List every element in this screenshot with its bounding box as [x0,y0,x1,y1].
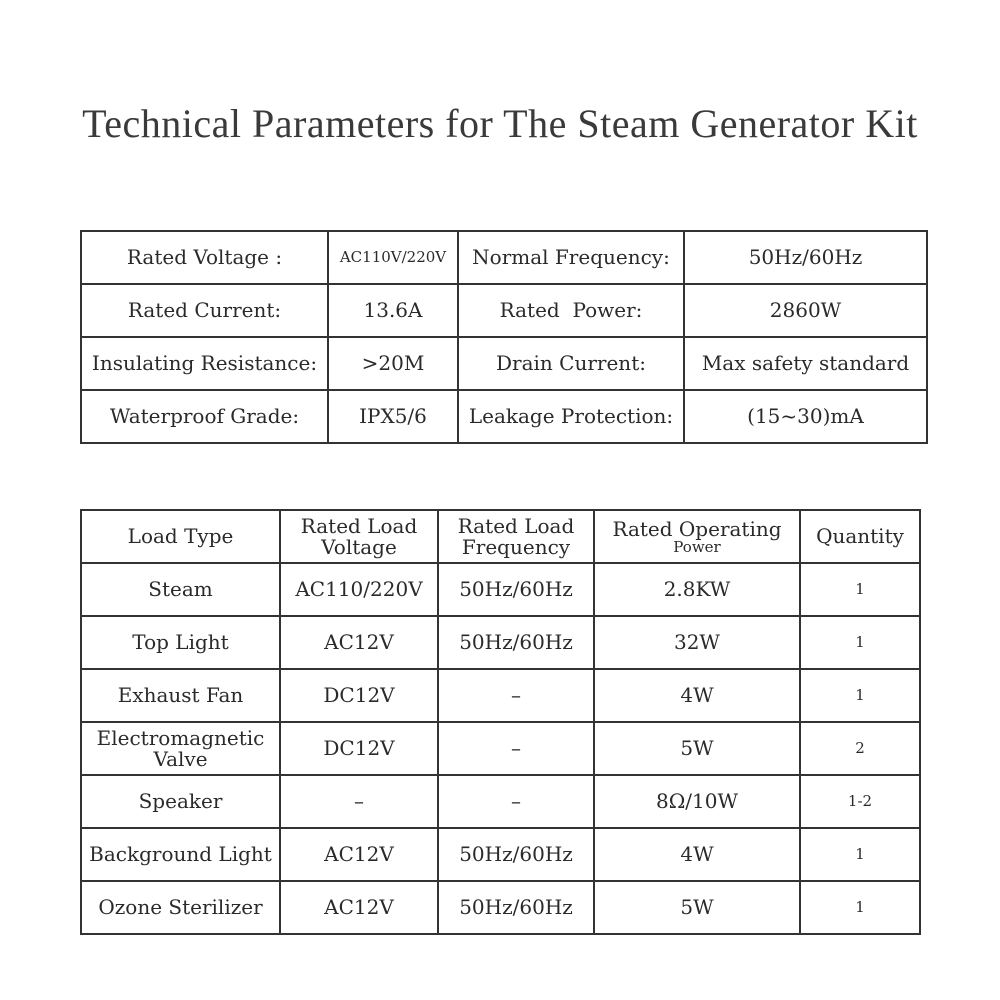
load-type-cell: Ozone Sterilizer [81,881,280,934]
quantity-cell: 1 [800,669,920,722]
param-value: IPX5/6 [328,390,458,443]
voltage-cell: DC12V [280,669,438,722]
table-row [81,284,927,337]
quantity-cell: 1 [800,881,920,934]
frequency-cell: 50Hz/60Hz [438,828,594,881]
param-value: AC110V/220V [328,231,458,284]
frequency-cell: – [438,669,594,722]
quantity-cell: 1 [800,563,920,616]
param-label: Drain Current: [458,337,684,390]
header-voltage: Rated Load Voltage [280,510,438,563]
frequency-cell: – [438,722,594,775]
voltage-cell: DC12V [280,722,438,775]
frequency-cell: 50Hz/60Hz [438,881,594,934]
quantity-cell: 1 [800,828,920,881]
table-row [81,669,920,722]
param-label: Rated Voltage : [81,231,328,284]
header-quantity: Quantity [800,510,920,563]
param-label: Leakage Protection: [458,390,684,443]
quantity-cell: 1-2 [800,775,920,828]
parameters-table [80,230,928,444]
voltage-cell: AC110/220V [280,563,438,616]
table-row [81,828,920,881]
page-title: Technical Parameters for The Steam Generator Kit [82,101,918,146]
voltage-cell: AC12V [280,616,438,669]
param-value: 50Hz/60Hz [684,231,927,284]
header-power [594,510,800,563]
table-row [81,881,920,934]
frequency-cell: – [438,775,594,828]
load-type-cell: Background Light [81,828,280,881]
voltage-cell: AC12V [280,828,438,881]
power-cell: 4W [594,669,800,722]
load-type-cell: Speaker [81,775,280,828]
power-cell: 5W [594,722,800,775]
power-cell: 32W [594,616,800,669]
quantity-cell: 2 [800,722,920,775]
header-load-type: Load Type [81,510,280,563]
table-header-row [81,510,920,563]
voltage-cell: AC12V [280,881,438,934]
param-label: Insulating Resistance: [81,337,328,390]
param-value: 2860W [684,284,927,337]
voltage-cell: – [280,775,438,828]
load-table [80,509,921,935]
header-power-main: Rated Operating [612,516,782,541]
table-row [81,616,920,669]
load-type-cell: Exhaust Fan [81,669,280,722]
header-power-sub: Power [673,537,721,556]
quantity-cell: 1 [800,616,920,669]
power-cell: 8Ω/10W [594,775,800,828]
param-value: >20M [328,337,458,390]
frequency-cell: 50Hz/60Hz [438,616,594,669]
power-cell: 5W [594,881,800,934]
param-value: 13.6A [328,284,458,337]
table-row [81,775,920,828]
table-row [81,231,927,284]
power-cell: 2.8KW [594,563,800,616]
param-label: Rated Power: [458,284,684,337]
param-label: Normal Frequency: [458,231,684,284]
header-frequency: Rated Load Frequency [438,510,594,563]
load-type-cell: Steam [81,563,280,616]
param-value: (15~30)mA [684,390,927,443]
frequency-cell: 50Hz/60Hz [438,563,594,616]
table-row [81,337,927,390]
table-row [81,563,920,616]
param-value: Max safety standard [684,337,927,390]
power-cell: 4W [594,828,800,881]
table-row [81,390,927,443]
table-row [81,722,920,775]
load-type-cell: Top Light [81,616,280,669]
param-label: Waterproof Grade: [81,390,328,443]
load-type-cell: Electromagnetic Valve [81,722,280,775]
param-label: Rated Current: [81,284,328,337]
